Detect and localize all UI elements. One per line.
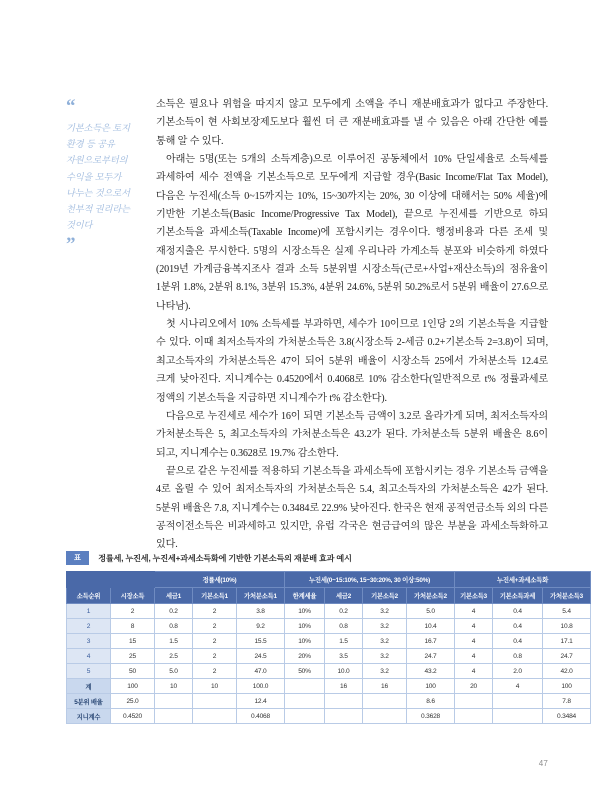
column-header-tax2: 세금2 [325, 588, 363, 604]
column-header-basic-income2: 기본소득2 [363, 588, 407, 604]
table-cell: 10.0 [325, 664, 363, 679]
table-row-quintile-ratio [67, 694, 591, 709]
body-paragraph: 아래는 5명(또는 5개의 소득계층)으로 이루어진 공동체에서 10% 단일세율로 소득세를 과세하여 세수 전액을 기본소득으로 모두에게 지급할 경우(Basic Income/Flat Tax Model), 다음은 누진세(소득 0~15까지는 10%, 15~30까지는 20%, 30 이상에 대해서는 50% 세율)에 기반한 기본소득(Basic Income/Progressive Tax Model), 끝으로 누진세를 기반으로 하되 기본소득을 과세소득(Taxable Income)에 포함시키는 경우이다. 행정비용과 다른 조세 및 재정지출은 무시한다. 5명의 시장소득은 실제 우리나라 가계소득 분포와 비슷하게 하였다(2019년 가계금융복지조사 결과 소득 5분위별 시장소득(근로+사업+재산소득)의 점유율이 1분위 1.8%, 2분위 8.1%, 3분위 15.3%, 4분위 24.6%, 5분위 50.2%로서 5분위 배율이 27.6으로 나타남). [156, 154, 548, 312]
table-cell: 15 [111, 634, 155, 649]
table-cell: 10 [155, 679, 193, 694]
table-cell: 4 [455, 634, 493, 649]
column-header-disposable-income2: 가처분소득2 [407, 588, 455, 604]
cell-rank: 3 [67, 634, 111, 649]
table-cell [193, 694, 237, 709]
table-cell: 12.4 [237, 694, 285, 709]
table-cell: 1.5 [155, 634, 193, 649]
table-cell: 2.5 [155, 649, 193, 664]
table-cell: 3.2 [363, 619, 407, 634]
table-cell: 25 [111, 649, 155, 664]
column-header-basic-income1: 기본소득1 [193, 588, 237, 604]
table-cell [493, 694, 543, 709]
pull-quote-line: 것이다 [66, 220, 93, 231]
table-cell: 0.4 [493, 634, 543, 649]
table-cell: 7.8 [543, 694, 591, 709]
table-row [67, 604, 591, 619]
table-cell: 0.2 [155, 604, 193, 619]
group-header-progressive-tax: 누진세(0~15:10%, 15~30:20%, 30 이상:50%) [285, 572, 455, 588]
table-cell: 4 [493, 679, 543, 694]
table-cell: 10% [285, 619, 325, 634]
page-number: 47 [538, 759, 548, 768]
table-cell: 3.2 [363, 604, 407, 619]
column-header-basic-income3: 기본소득3 [455, 588, 493, 604]
table-cell [155, 694, 193, 709]
table-cell: 10.8 [543, 619, 591, 634]
table-cell [493, 709, 543, 724]
table-cell: 25.0 [111, 694, 155, 709]
table-cell: 100.0 [237, 679, 285, 694]
column-header-rank: 소득순위 [67, 588, 111, 604]
table-cell: 2 [111, 604, 155, 619]
table-cell: 0.8 [493, 649, 543, 664]
table-cell: 3.2 [363, 649, 407, 664]
group-header-flat-tax: 정률세(10%) [155, 572, 285, 588]
table-cell: 0.4 [493, 604, 543, 619]
pull-quote-line: 나누는 것으로서 [66, 187, 130, 198]
cell-rank: 5 [67, 664, 111, 679]
pull-quote-line: 환경 등 공유 [66, 139, 115, 150]
table-cell: 3.2 [363, 664, 407, 679]
table-cell: 4 [455, 604, 493, 619]
table-cell [325, 709, 363, 724]
table-cell: 10% [285, 604, 325, 619]
table-cell: 42.0 [543, 664, 591, 679]
cell-row-label: 계 [67, 679, 111, 694]
column-header-market-income: 시장소득 [111, 588, 155, 604]
table-cell: 3.5 [325, 649, 363, 664]
table-row [67, 649, 591, 664]
table-cell: 50 [111, 664, 155, 679]
table-cell [285, 679, 325, 694]
table-cell: 24.5 [237, 649, 285, 664]
table-row-total [67, 679, 591, 694]
table-row [67, 634, 591, 649]
table-cell: 4 [455, 664, 493, 679]
table-cell: 3.8 [237, 604, 285, 619]
table-column-header-row [67, 588, 591, 604]
quote-open-mark: “ [66, 96, 76, 117]
table-cell: 100 [111, 679, 155, 694]
body-paragraph: 소득은 필요나 위험을 따지지 않고 모두에게 소액을 주니 재분배효과가 없다고 주장한다. 기본소득이 현 사회보장제도보다 훨씬 더 큰 재분배효과를 낼 수 있음은 아래 간단한 예를 통해 알 수 있다. [156, 99, 548, 147]
table-cell: 20% [285, 649, 325, 664]
table-head [67, 572, 591, 604]
table-row-gini [67, 709, 591, 724]
table-cell: 4 [455, 619, 493, 634]
table-cell: 0.2 [325, 604, 363, 619]
table-cell: 0.4520 [111, 709, 155, 724]
table-cell: 2 [193, 619, 237, 634]
table-cell: 0.8 [155, 619, 193, 634]
table-cell: 2 [193, 634, 237, 649]
table-cell: 50% [285, 664, 325, 679]
table-cell: 0.8 [325, 619, 363, 634]
table-cell [455, 709, 493, 724]
table-cell: 15.5 [237, 634, 285, 649]
table-cell: 0.3628 [407, 709, 455, 724]
table-cell: 10% [285, 634, 325, 649]
table-cell: 0.4 [493, 619, 543, 634]
table-cell: 2 [193, 649, 237, 664]
table-block [66, 551, 583, 724]
table-cell: 9.2 [237, 619, 285, 634]
table-cell [285, 694, 325, 709]
table-cell: 3.2 [363, 634, 407, 649]
table-cell [363, 694, 407, 709]
group-header-progressive-taxable: 누진세+과세소득화 [455, 572, 591, 588]
table-row [67, 664, 591, 679]
table-caption [66, 551, 548, 565]
table-cell: 47.0 [237, 664, 285, 679]
body-text-column [156, 96, 548, 555]
table-cell: 0.3484 [543, 709, 591, 724]
table-cell: 10.4 [407, 619, 455, 634]
table-cell: 4 [455, 649, 493, 664]
group-header-blank [67, 572, 155, 588]
cell-rank: 1 [67, 604, 111, 619]
table-badge-icon: 표 [66, 551, 89, 565]
cell-rank: 4 [67, 649, 111, 664]
cell-row-label: 5분위 배율 [67, 694, 111, 709]
table-cell: 100 [543, 679, 591, 694]
table-cell: 17.1 [543, 634, 591, 649]
table-cell: 100 [407, 679, 455, 694]
table-group-header-row [67, 572, 591, 588]
cell-row-label: 지니계수 [67, 709, 111, 724]
table-caption-text: 정률세, 누진세, 누진세+과세소득화에 기반한 기본소득의 재분배 효과 예시 [98, 553, 352, 563]
column-header-tax1: 세금1 [155, 588, 193, 604]
cell-rank: 2 [67, 619, 111, 634]
table-cell: 2 [193, 664, 237, 679]
quote-close-mark: ” [66, 234, 76, 256]
table-cell: 10 [193, 679, 237, 694]
pull-quote-line: 천부적 권리라는 [66, 204, 130, 215]
table-cell: 2 [193, 604, 237, 619]
table-cell [363, 709, 407, 724]
table-cell: 16 [325, 679, 363, 694]
table-cell: 8 [111, 619, 155, 634]
column-header-basic-income-tax: 기본소득과세 [493, 588, 543, 604]
pull-quote-line: 자원으로부터의 [66, 155, 128, 166]
table-cell: 1.5 [325, 634, 363, 649]
table-cell: 20 [455, 679, 493, 694]
table-cell [285, 709, 325, 724]
table-cell: 8.6 [407, 694, 455, 709]
pull-quote-line: 기본소득은 토지 [66, 123, 130, 133]
table-cell: 24.7 [407, 649, 455, 664]
table-cell [325, 694, 363, 709]
table-cell: 5.0 [407, 604, 455, 619]
body-paragraph: 첫 시나리오에서 10% 소득세를 부과하면, 세수가 10이므로 1인당 2의 기본소득을 지급할 수 있다. 이때 최저소득자의 가처분소득은 3.8(시장소득 2-세금 0.2+기본소득 2=3.8)이 되며, 최고소득자의 가처분소득은 47이 되어 5분위 배율이 시장소득 25에서 가처분소득 12.4로 크게 낮아진다. 지니계수는 0.4520에서 0.4068로 10% 감소한다(일반적으로 t% 정률과세로 정액의 기본소득을 지급하면 지니계수가 t% 감소한다). [156, 319, 548, 404]
table-row [67, 619, 591, 634]
table-cell: 2.0 [493, 664, 543, 679]
table-cell [155, 709, 193, 724]
table-cell: 5.4 [543, 604, 591, 619]
table-cell: 0.4068 [237, 709, 285, 724]
table-cell: 16 [363, 679, 407, 694]
table-cell: 43.2 [407, 664, 455, 679]
redistribution-table [66, 571, 591, 724]
pull-quote-line: 수익을 모두가 [66, 171, 122, 182]
table-cell: 5.0 [155, 664, 193, 679]
table-cell [455, 694, 493, 709]
body-paragraph: 끝으로 같은 누진세를 적용하되 기본소득을 과세소득에 포함시키는 경우 기본소득 금액을 4로 올릴 수 있어 최저소득자의 가처분소득은 5.4, 최고소득자의 가처분소득은 42가 된다. 5분위 배율은 7.8, 지니계수는 0.3484로 22.9% 낮아진다. 한국은 현재 공적연금소득 외의 다른 공적이전소득은 비과세하고 있지만, 유럽 각국은 현금급여의 많은 부분을 과세소득화하고 있다. [156, 465, 548, 551]
column-header-disposable-income3: 가처분소득3 [543, 588, 591, 604]
pull-quote [66, 96, 152, 256]
body-paragraph: 다음으로 누진세로 세수가 16이 되면 기본소득 금액이 3.2로 올라가게 되며, 최저소득자의 가처분소득은 5, 최고소득자의 가처분소득은 43.2가 된다. 가처분소득 5분위 배율은 8.6이 되고, 지니계수는 0.3628로 19.7% 감소한다. [156, 410, 548, 459]
table-cell: 24.7 [543, 649, 591, 664]
column-header-marginal-rate: 한계세율 [285, 588, 325, 604]
table-cell: 16.7 [407, 634, 455, 649]
column-header-disposable-income1: 가처분소득1 [237, 588, 285, 604]
table-cell [193, 709, 237, 724]
table-body [67, 604, 591, 724]
